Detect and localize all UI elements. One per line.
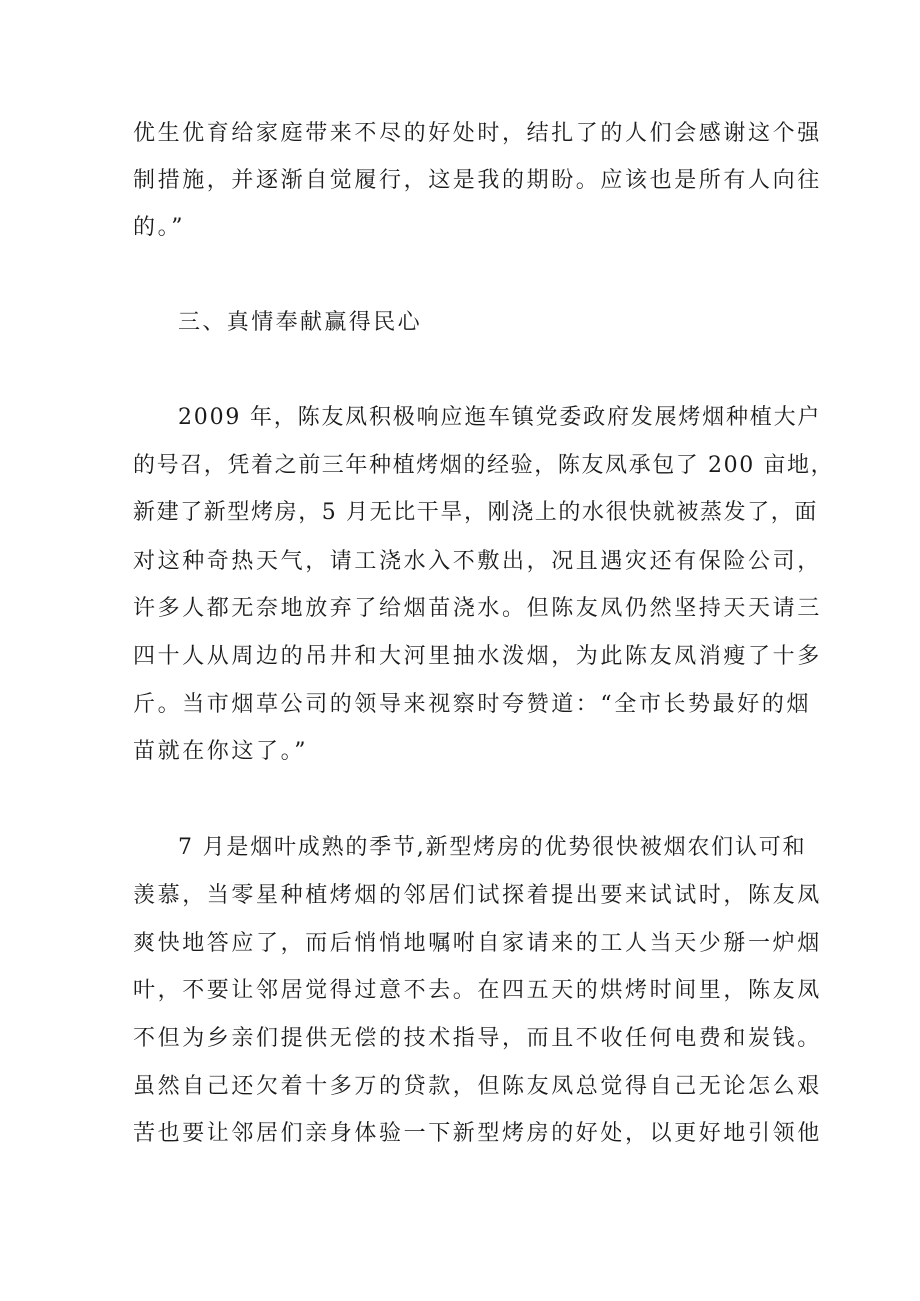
para-intro-line-3: 的。” — [133, 215, 186, 240]
para-july-line-5: 不但为乡亲们提供无偿的技术指导，而且不收任何电费和炭钱。 — [133, 1026, 822, 1051]
para-2009-line-3: 新建了新型烤房，5 月无比干旱，刚浇上的水很快就被蒸发了，面 — [133, 500, 818, 525]
para-july-line-7: 苦也要让邻居们亲身体验一下新型烤房的好处，以更好地引领他 — [133, 1121, 822, 1146]
para-2009-line-2: 的号召，凭着之前三年种植烤烟的经验，陈友凤承包了 200 亩地， — [133, 453, 835, 478]
para-july-line-6: 虽然自己还欠着十多万的贷款，但陈友凤总觉得自己无论怎么艰 — [133, 1074, 822, 1099]
para-2009-line-5: 许多人都无奈地放弃了给烟苗浇水。但陈友凤仍然坚持天天请三 — [133, 596, 822, 621]
para-2009-line-8: 苗就在你这了。” — [133, 739, 309, 764]
para-intro-line-1: 优生优育给家庭带来不尽的好处时，结扎了的人们会感谢这个强 — [133, 121, 822, 146]
para-2009-line-6: 四十人从周边的吊井和大河里抽水泼烟，为此陈友凤消瘦了十多 — [133, 644, 822, 669]
para-july-line-3: 爽快地答应了，而后悄悄地嘱咐自家请来的工人当天少掰一炉烟 — [133, 931, 822, 956]
para-intro-line-2: 制措施，并逐渐自觉履行，这是我的期盼。应该也是所有人向往 — [133, 168, 822, 193]
para-july-line-2: 羡慕，当零星种植烤烟的邻居们试探着提出要来试试时，陈友凤 — [133, 883, 822, 908]
para-july-line-1: 7 月是烟叶成熟的季节,新型烤房的优势很快被烟农们认可和 — [178, 835, 807, 860]
section-heading: 三、真情奉献赢得民心 — [178, 310, 423, 335]
para-july-line-4: 叶，不要让邻居觉得过意不去。在四五天的烘烤时间里，陈友凤 — [133, 978, 822, 1003]
para-2009-line-4: 对这种奇热天气，请工浇水入不敷出，况且遇灾还有保险公司， — [133, 549, 822, 574]
para-2009-line-7: 斤。当市烟草公司的领导来视察时夸赞道：“全市长势最好的烟 — [133, 692, 812, 717]
para-2009-line-1: 2009 年，陈友凤积极响应迤车镇党委政府发展烤烟种植大户 — [178, 405, 822, 430]
